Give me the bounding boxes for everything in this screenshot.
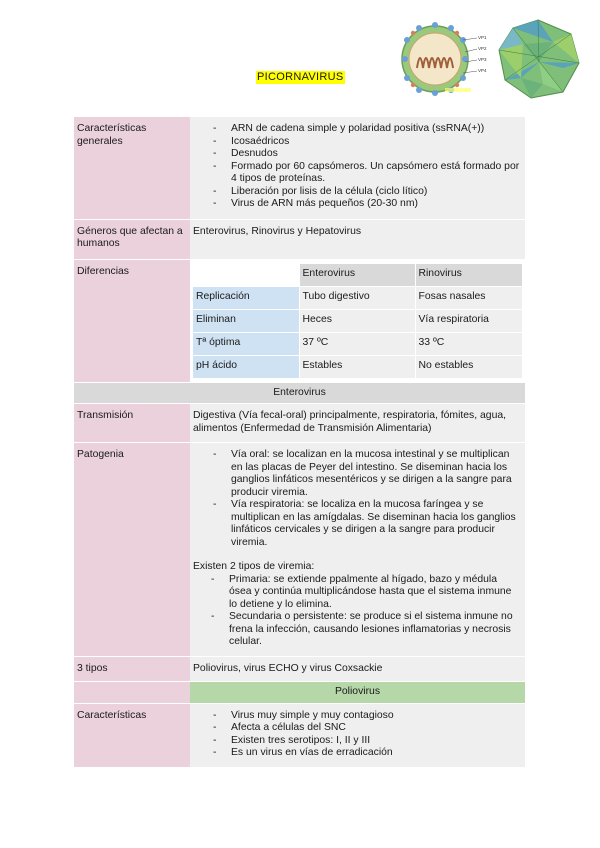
row-diferencias	[74, 259, 525, 382]
table-cell: Fosas nasales	[415, 286, 522, 309]
virus-structure-illustration	[393, 18, 583, 100]
list-item: - Primaria: se extiende ppalmente al hígado, bazo y médula ósea y continúa multiplicándose hasta que el sistema inmune lo detiene y lo elimina.	[229, 574, 522, 612]
row-value: Digestiva (Vía fecal-oral) principalmente, respiratoria, fómites, agua, alimentos (Enfermedad de Transmisión Alimentaria)	[190, 404, 525, 443]
row-caracteristicas-polio	[74, 703, 525, 767]
column-header: Enterovirus	[299, 264, 415, 287]
table-cell: Estables	[299, 355, 415, 378]
list-item: - Afecta a células del SNC	[231, 722, 522, 735]
page-title: PICORNAVIRUS	[257, 71, 344, 83]
list-item: - Icosaédricos	[231, 136, 522, 149]
section-poliovirus	[74, 682, 525, 704]
table-cell: Tubo digestivo	[299, 286, 415, 309]
vp3-label: VP3	[478, 57, 487, 62]
table-cell: 37 ºC	[299, 332, 415, 355]
table-cell: Heces	[299, 309, 415, 332]
section-heading: Enterovirus	[74, 382, 525, 404]
list-item: - Formado por 60 capsómeros. Un capsómero está formado por 4 tipos de proteínas.	[231, 161, 522, 186]
section-enterovirus	[74, 382, 525, 404]
list-item: - Liberación por lisis de la célula (ciclo lítico)	[231, 186, 522, 199]
row-value: Enterovirus, Rinovirus y Hepatovirus	[190, 219, 525, 259]
vp2-label: VP2	[478, 46, 487, 51]
pathogenesis-list	[193, 449, 522, 549]
list-item: - Existen tres serotipos: I, II y III	[231, 735, 522, 748]
viremia-list	[193, 574, 522, 649]
general-characteristics-list	[193, 123, 522, 211]
icosahedral-capsid-icon	[499, 20, 579, 98]
column-header: Rinovirus	[415, 264, 522, 287]
viremia-intro: Existen 2 tipos de viremia:	[193, 561, 315, 572]
table-cell: No estables	[415, 355, 522, 378]
row-tres-tipos	[74, 656, 525, 682]
table-row	[193, 355, 522, 378]
virion-cross-section-icon	[402, 22, 487, 96]
table-row	[193, 309, 522, 332]
table-cell: 33 ºC	[415, 332, 522, 355]
row-label: Diferencias	[74, 259, 190, 382]
list-item: - Virus muy simple y muy contagioso	[231, 710, 522, 723]
vp4-label: VP4	[478, 68, 487, 73]
polio-characteristics-list	[193, 710, 522, 760]
row-caracteristicas-generales	[74, 117, 525, 219]
list-item: - Desnudos	[231, 148, 522, 161]
row-label: Patogenia	[74, 443, 190, 657]
row-header: pH ácido	[193, 355, 299, 378]
row-transmision	[74, 404, 525, 443]
row-patogenia	[74, 443, 525, 657]
row-header: Eliminan	[193, 309, 299, 332]
list-item: - ARN de cadena simple y polaridad positiva (ssRNA(+))	[231, 123, 522, 136]
row-value: Poliovirus, virus ECHO y virus Coxsackie	[190, 656, 525, 682]
table-cell: Vía respiratoria	[415, 309, 522, 332]
list-item: - Secundaria o persistente: se produce si el sistema inmune no frena la infección, causando lesiones inflamatorias y necrosis celular.	[229, 611, 522, 649]
table-row	[193, 332, 522, 355]
picornavirus-table	[74, 117, 525, 768]
table-row	[193, 286, 522, 309]
row-header: Replicación	[193, 286, 299, 309]
list-item: - Virus de ARN más pequeños (20-30 nm)	[231, 198, 522, 211]
differences-table	[193, 264, 522, 378]
row-generos	[74, 219, 525, 259]
list-item: - Vía respiratoria: se localiza en la mucosa faríngea y se multiplican en las amígdalas. Se diseminan hacia los ganglios linfáticos cervicales y se dirigen a la sangre para producir viremia.	[231, 499, 522, 549]
row-label: Géneros que afectan a humanos	[74, 219, 190, 259]
section-heading: Poliovirus	[190, 682, 525, 704]
vp1-label: VP1	[478, 35, 487, 40]
list-item: - Es un virus en vías de erradicación	[231, 747, 522, 760]
row-header: Tª óptima	[193, 332, 299, 355]
list-item: - Vía oral: se localizan en la mucosa intestinal y se multiplican en las placas de Peyer del intestino. Se diseminan hacia los ganglios linfáticos mesentéricos y se dirigen a la sangre para producir viremia.	[231, 449, 522, 499]
row-label: 3 tipos	[74, 656, 190, 682]
row-label: Transmisión	[74, 404, 190, 443]
row-label: Características	[74, 703, 190, 767]
row-label: Características generales	[74, 117, 190, 219]
